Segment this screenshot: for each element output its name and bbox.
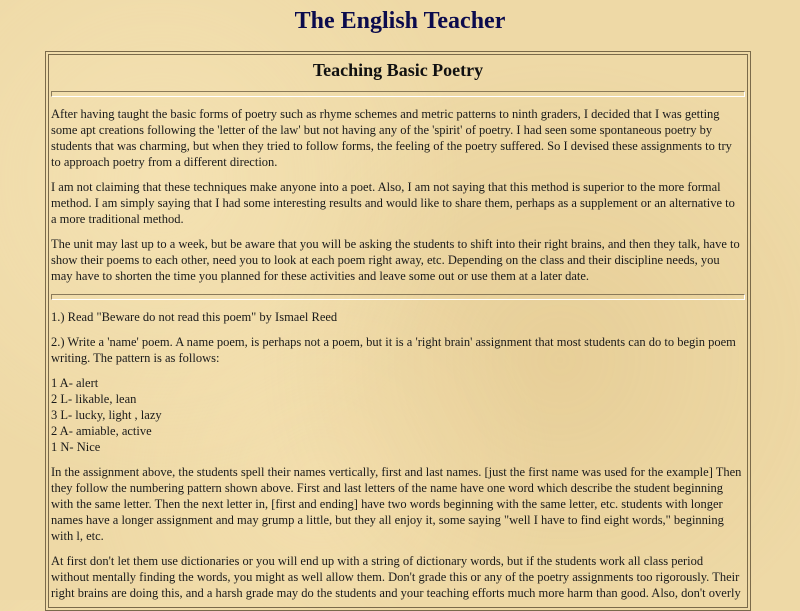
name-poem-line: 1 A- alert bbox=[51, 376, 99, 390]
divider bbox=[51, 294, 745, 300]
divider bbox=[51, 91, 745, 97]
name-poem-line: 3 L- lucky, light , lazy bbox=[51, 408, 162, 422]
name-poem-line: 2 L- likable, lean bbox=[51, 392, 137, 406]
section-title: Teaching Basic Poetry bbox=[312, 60, 484, 80]
assignment-step-1: 1.) Read "Beware do not read this poem" by Ismael Reed bbox=[51, 310, 338, 324]
intro-paragraph: After having taught the basic forms of poetry such as rhyme schemes and metric patterns to ninth graders, I decided that I was getting some apt creations following the 'letter of the law' but not having any of the 'spirit' of poetry. I had seen some spontaneous poetry by students that was charming, but when they tried to follow forms, the feeling of the poetry suffered. So I devised these assignments to try to approach poetry from a different direction. bbox=[51, 107, 732, 169]
assignment-explanation: In the assignment above, the students spell their names vertically, first and last names. [just the first name was used for the example] Then they follow the numbering pattern shown above. First and last letters of the name have one word which describe the student beginning with the same letter. Then the next letter in, [first and ending] have two words beginning with the same letter, etc. students with longer names have a longer assignment and may grump a little, but they all enjoy it, some saying "well I have to find eight words," beginning with l, etc. bbox=[51, 465, 742, 543]
assignment-advice: At first don't let them use dictionaries or you will end up with a string of dictionary words, but if the students work all class period without mentally finding the words, you might as well allow them. Don't grade this or any of the poetry assignments too rigorously. Their right brains are doing this, and a harsh grade may do the students and your teaching efforts much more harm than good. Also, don't overly bbox=[51, 554, 741, 600]
intro-section bbox=[51, 106, 745, 284]
name-poem-line: 1 N- Nice bbox=[51, 440, 101, 454]
article-frame bbox=[45, 51, 751, 611]
intro-paragraph: The unit may last up to a week, but be aware that you will be asking the students to shift into their right brains, and then they talk, have to show their poems to each other, need you to look at each poem right away, etc. Depending on the class and their discipline needs, you may have to shorten the time you planned for these activities and leave some out or use them at a later date. bbox=[51, 237, 740, 283]
name-poem-line: 2 A- amiable, active bbox=[51, 424, 152, 438]
article-cell bbox=[48, 54, 748, 608]
site-title: The English Teacher bbox=[294, 8, 506, 34]
intro-paragraph: I am not claiming that these techniques make anyone into a poet. Also, I am not saying that this method is superior to the more formal method. I am simply saying that I had some interesting results and would like to share them, perhaps as a supplement or an alternative to a more traditional method. bbox=[51, 180, 735, 226]
assignments-section bbox=[51, 309, 745, 601]
name-poem-example bbox=[51, 375, 745, 455]
assignment-step-2: 2.) Write a 'name' poem. A name poem, is perhaps not a poem, but it is a 'right brain' assignment that most students can do to begin poem writing. The pattern is as follows: bbox=[51, 335, 736, 365]
